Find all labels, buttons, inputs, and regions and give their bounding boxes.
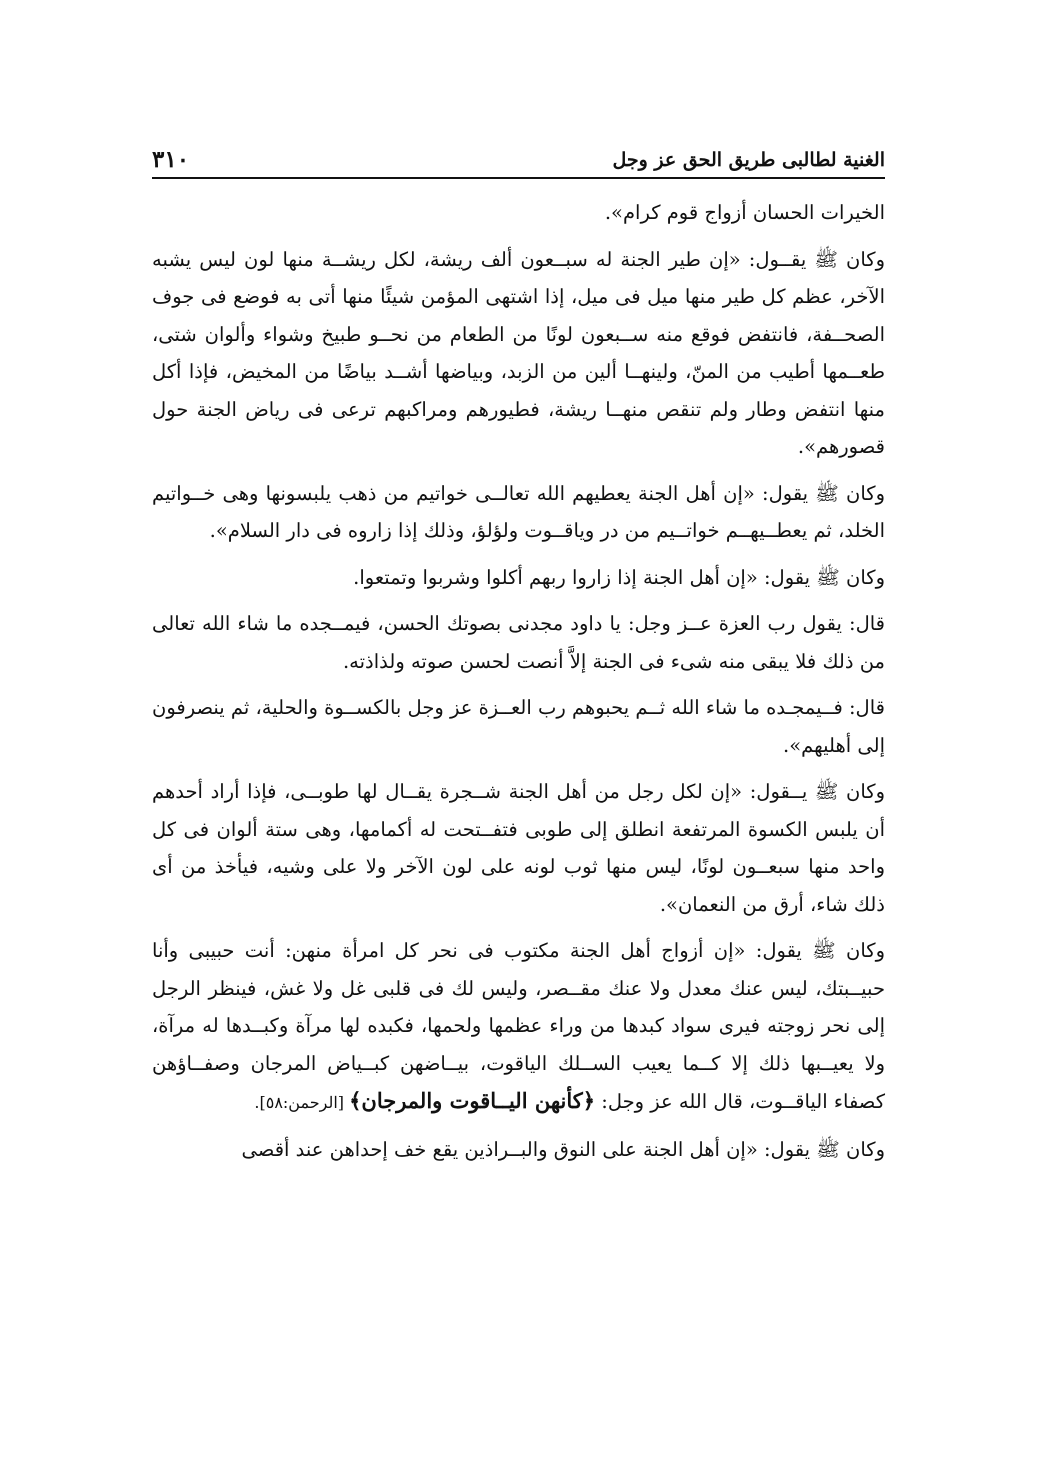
header-divider	[152, 177, 885, 179]
paragraph: قال: فــيمجـده ما شاء الله ثــم يحبوهم رب العــزة عز وجل بالكســوة والحلية، ثم ينصرفون إلى أهليهم».	[152, 696, 885, 757]
page-number: ٣١٠	[152, 146, 190, 173]
paragraph: وكان ﷺ يقول: «إن أهل الجنة يعطيهم الله تعالــى خواتيم من ذهب يلبسونها وهى خــواتيم الخلد، ثم يعطــيهــم خواتــيم من در وياقــوت ولؤلؤ، وذلك إذا زاروه فى دار السلام».	[152, 481, 885, 542]
paragraph: وكان ﷺ يقول: «إن أزواج أهل الجنة مكتوب فى نحر كل امرأة منهن: أنت حبيبى وأنا حبيــبتك، ليس عنك معدل ولا عنك مقــصر، وليس لك فى قلبى غل ولا غش، فينظر الرجل إلى نحر زوجته فيرى سواد كبدها من وراء عظمها ولحمها، فكبده لها مرآة وكبــدها له مرآة، ولا يعيــبها ذلك إلا كــما يعيب الســلك الياقوت، بيــاضهن كبــياض المرجان وصفــاؤهن كصفاء الياقــوت، قال الله عز وجل: ﴿كأنهن اليــاقوت والمرجان﴾ [الرحمن:٥٨].	[152, 939, 885, 1113]
paragraph: وكان ﷺ يقول: «إن أهل الجنة على النوق والبــراذين يقع خف إحداهن عند أقصى	[241, 1137, 885, 1161]
paragraph: وكان ﷺ يــقول: «إن لكل رجل من أهل الجنة شــجرة يقــال لها طوبــى، فإذا أراد أحدهم أن يلبس الكسوة المرتفعة انطلق إلى طوبى فتفــتحت له أكمامها، وهى ستة ألوان فى كل واحد منها سبعــون لونًا، ليس منها ثوب لونه على لون الآخر ولا على وشيه، فيأخذ من أى ذلك شاء، أرق من النعمان».	[152, 780, 885, 916]
paragraph: الخيرات الحسان أزواج قوم كرام».	[604, 201, 885, 224]
paragraph: وكان ﷺ يقــول: «إن طير الجنة له سبــعون ألف ريشة، لكل ريشــة منها لون ليس يشبه الآخر، عظم كل طير منها ميل فى ميل، إذا اشتهى المؤمن شيئًا منها أتى به فوضع فى جوف الصحــفة، فانتفض فوقع منه ســبعون لونًا من الطعام من نحــو طبيخ وشواء وألوان شتى، طعــمها أطيب من المنّ، ولينهــا ألين من الزبد، وبياضها أشــد بياضًا من المخيض، فإذا أكل منها انتفض وطار ولم تنقص منهــا ريشة، فطيورهم ومراكبهم ترعى فى رياض الجنة حول قصورهم».	[152, 247, 885, 458]
paragraph: وكان ﷺ يقول: «إن أهل الجنة إذا زاروا ربهم أكلوا وشربوا وتمتعوا.	[353, 565, 885, 589]
quran-verse: ﴿كأنهن اليــاقوت والمرجان﴾	[349, 1088, 596, 1113]
page-header	[152, 140, 885, 174]
paragraph: قال: يقول رب العزة عــز وجل: يا داود مجدنى بصوتك الحسن، فيمــجده ما شاء الله تعالى من ذلك فلا يبقى منه شىء فى الجنة إلاَّ أنصت لحسن صوته ولذاذته.	[152, 612, 885, 673]
running-title: الغنية لطالبى طريق الحق عز وجل	[612, 149, 885, 171]
body-text	[152, 194, 885, 1177]
verse-citation: [الرحمن:٥٨].	[254, 1093, 350, 1112]
